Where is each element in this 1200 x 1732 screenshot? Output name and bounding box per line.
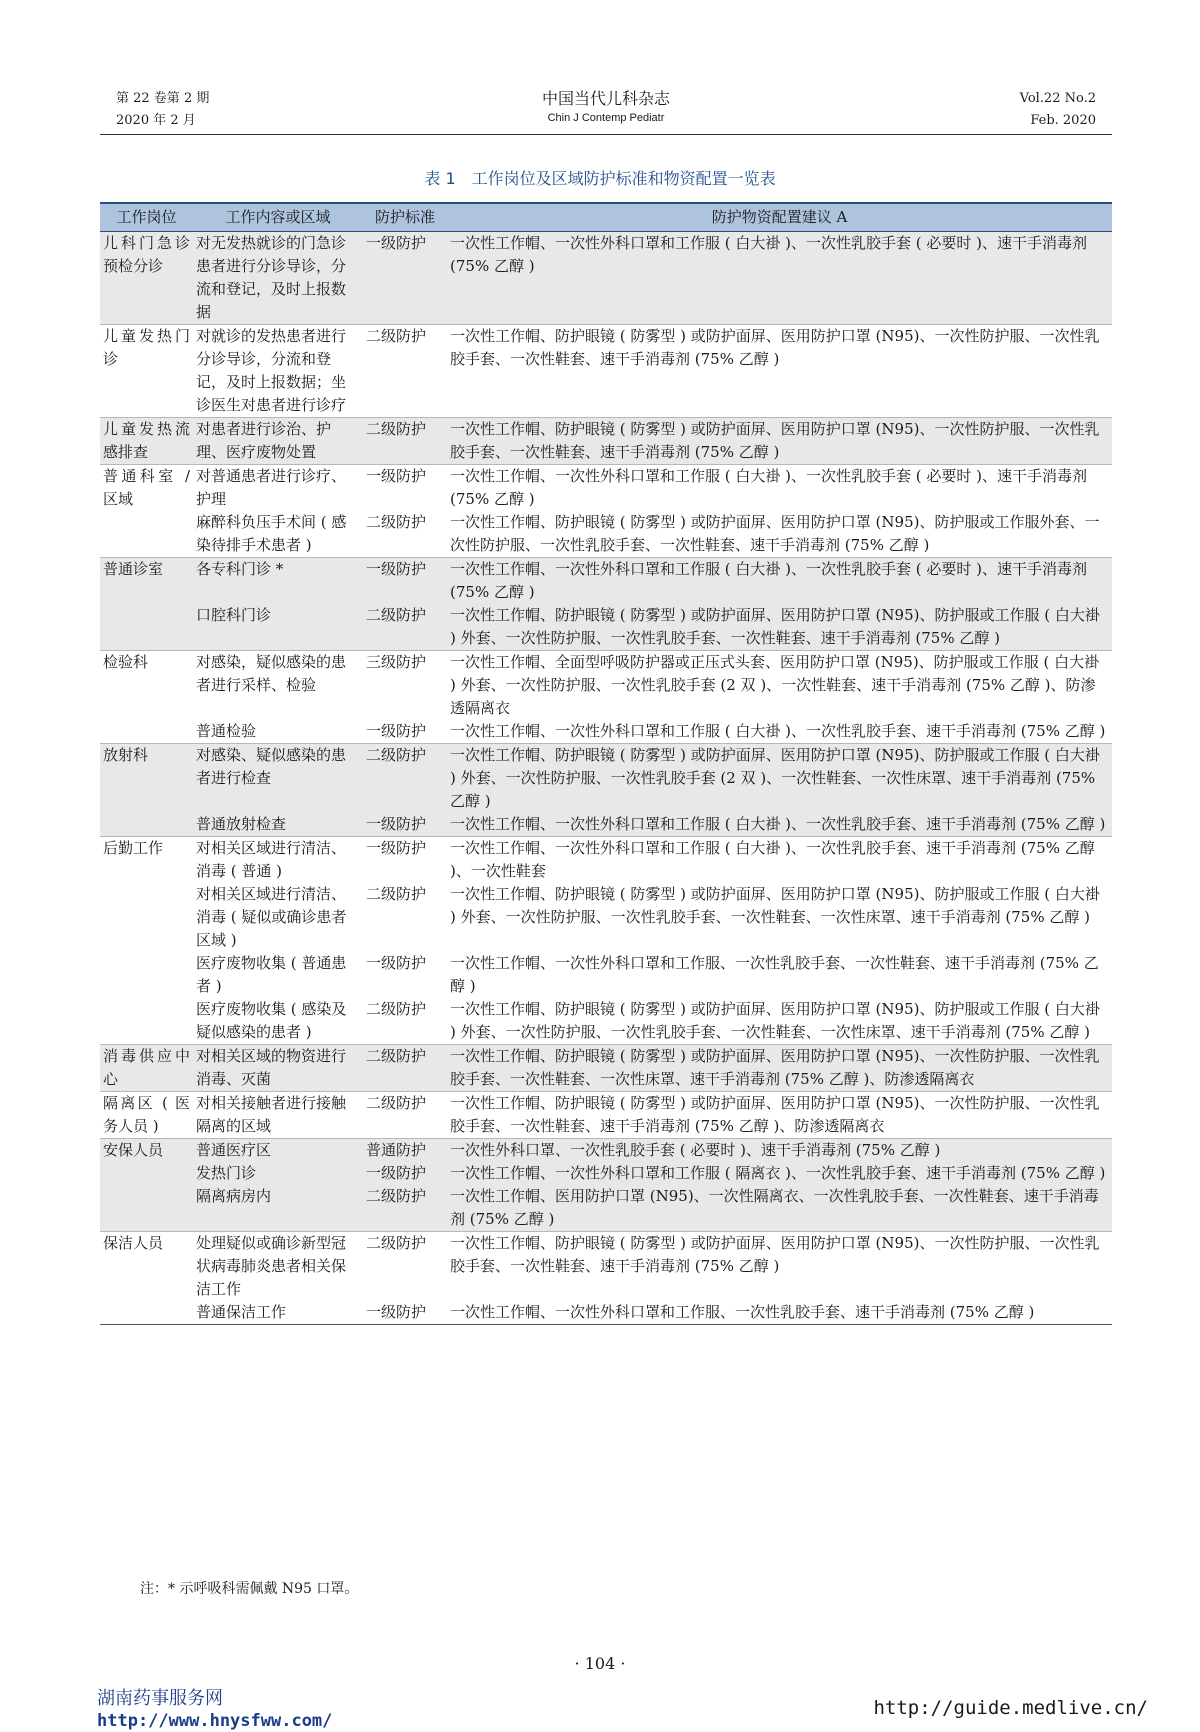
cell-level: 一级防护 [363,720,447,744]
cell-content: 隔离病房内 [193,1185,363,1232]
cell-supplies: 一次性工作帽、医用防护口罩 (N95)、一次性隔离衣、一次性乳胶手套、一次性鞋套、速干手消毒剂 (75% 乙醇 ) [447,1185,1112,1232]
header-level: 防护标准 [363,203,447,232]
cell-level: 二级防护 [363,418,447,465]
table-row [100,1301,1112,1325]
table-row [100,1092,1112,1139]
table-row [100,1139,1112,1163]
cell-level: 一级防护 [363,558,447,605]
cell-content: 发热门诊 [193,1162,363,1185]
header-content: 工作内容或区域 [193,203,363,232]
cell-content: 对感染，疑似感染的患者进行采样、检验 [193,651,363,721]
footer-right-link[interactable]: http://guide.medlive.cn/ [873,1697,1148,1719]
table-row [100,1185,1112,1232]
cell-supplies: 一次性工作帽、防护眼镜 ( 防雾型 ) 或防护面屏、医用防护口罩 (N95)、防护服或工作服 ( 白大褂 ) 外套、一次性防护服、一次性乳胶手套 (2 双 )、一次性鞋套、一次性床罩、速干手消毒剂 (75% 乙醇 ) [447,744,1112,814]
cell-supplies: 一次性工作帽、一次性外科口罩和工作服 ( 白大褂 )、一次性乳胶手套 ( 必要时 )、速干手消毒剂 (75% 乙醇 ) [447,558,1112,605]
table-note: 注：* 示呼吸科需佩戴 N95 口罩。 [140,1581,359,1597]
cell-supplies: 一次性工作帽、一次性外科口罩和工作服 ( 白大褂 )、一次性乳胶手套、速干手消毒剂 (75% 乙醇 ) [447,720,1112,744]
table-row [100,952,1112,998]
table-row [100,720,1112,744]
cell-content: 医疗废物收集 ( 感染及疑似感染的患者 ) [193,998,363,1045]
cell-level: 二级防护 [363,1185,447,1232]
table-row [100,883,1112,952]
table-row [100,1162,1112,1185]
cell-post: 消毒供应中心 [100,1045,193,1092]
table-row [100,651,1112,721]
cell-post: 儿童发热门诊 [100,325,193,418]
header-right [1020,88,1096,132]
cell-supplies: 一次性工作帽、一次性外科口罩和工作服 ( 隔离衣 )、一次性乳胶手套、速干手消毒剂 (75% 乙醇 ) [447,1162,1112,1185]
cell-level: 二级防护 [363,604,447,651]
cell-level: 二级防护 [363,744,447,814]
cell-content: 口腔科门诊 [193,604,363,651]
table-row [100,837,1112,884]
cell-level: 二级防护 [363,1092,447,1139]
header-supplies: 防护物资配置建议 A [447,203,1112,232]
cell-content: 普通检验 [193,720,363,744]
running-header [100,84,1112,135]
table-row [100,465,1112,512]
table-row [100,1232,1112,1302]
cell-level: 一级防护 [363,1301,447,1325]
issue-date: 2020 年 2 月 [116,113,196,128]
cell-supplies: 一次性工作帽、防护眼镜 ( 防雾型 ) 或防护面屏、医用防护口罩 (N95)、防护服或工作服 ( 白大褂 ) 外套、一次性防护服、一次性乳胶手套、一次性鞋套、一次性床罩、速干手消毒剂 (75% 乙醇 ) [447,883,1112,952]
cell-content: 对无发热就诊的门急诊患者进行分诊导诊，分流和登记，及时上报数据 [193,232,363,325]
cell-supplies: 一次性工作帽、防护眼镜 ( 防雾型 ) 或防护面屏、医用防护口罩 (N95)、一次性防护服、一次性乳胶手套、一次性鞋套、速干手消毒剂 (75% 乙醇 ) [447,1232,1112,1302]
cell-content: 普通保洁工作 [193,1301,363,1325]
table-row [100,325,1112,418]
cell-level: 一级防护 [363,1162,447,1185]
cell-supplies: 一次性工作帽、一次性外科口罩和工作服、一次性乳胶手套、速干手消毒剂 (75% 乙醇 ) [447,1301,1112,1325]
cell-level: 二级防护 [363,1045,447,1092]
cell-supplies: 一次性工作帽、防护眼镜 ( 防雾型 ) 或防护面屏、医用防护口罩 (N95)、一次性防护服、一次性乳胶手套、一次性鞋套、速干手消毒剂 (75% 乙醇 )、防渗透隔离衣 [447,1092,1112,1139]
issue-date-en: Feb. 2020 [1030,113,1096,128]
cell-post: 后勤工作 [100,837,193,884]
cell-post [100,813,193,837]
cell-content: 对相关接触者进行接触隔离的区域 [193,1092,363,1139]
volume-issue: 第 22 卷第 2 期 [116,91,210,106]
page-number: · 104 · [574,1654,626,1673]
footer-left-link[interactable]: http://www.hnysfww.com/ [97,1711,333,1731]
table-caption: 表 1 工作岗位及区域防护标准和物资配置一览表 [424,169,776,188]
cell-level: 一级防护 [363,952,447,998]
table-row [100,744,1112,814]
cell-supplies: 一次性工作帽、一次性外科口罩和工作服 ( 白大褂 )、一次性乳胶手套、速干手消毒剂 (75% 乙醇 ) [447,813,1112,837]
cell-supplies: 一次性外科口罩、一次性乳胶手套 ( 必要时 )、速干手消毒剂 (75% 乙醇 ) [447,1139,1112,1163]
cell-post: 儿童发热流感排查 [100,418,193,465]
cell-content: 普通医疗区 [193,1139,363,1163]
cell-supplies: 一次性工作帽、防护眼镜 ( 防雾型 ) 或防护面屏、医用防护口罩 (N95)、防护服或工作服外套、一次性防护服、一次性乳胶手套、一次性鞋套、速干手消毒剂 (75% 乙醇 ) [447,511,1112,558]
cell-content: 对感染、疑似感染的患者进行检查 [193,744,363,814]
cell-level: 一级防护 [363,837,447,884]
cell-supplies: 一次性工作帽、一次性外科口罩和工作服 ( 白大褂 )、一次性乳胶手套、速干手消毒剂 (75% 乙醇 )、一次性鞋套 [447,837,1112,884]
cell-post: 保洁人员 [100,1232,193,1302]
header-center [100,88,1112,126]
cell-level: 二级防护 [363,511,447,558]
cell-content: 对相关区域的物资进行消毒、灭菌 [193,1045,363,1092]
cell-content: 对患者进行诊治、护理、医疗废物处置 [193,418,363,465]
cell-content: 对普通患者进行诊疗、护理 [193,465,363,512]
cell-post [100,1162,193,1185]
header-post: 工作岗位 [100,203,193,232]
cell-post [100,604,193,651]
table-row [100,1045,1112,1092]
table-row [100,558,1112,605]
cell-post [100,1185,193,1232]
cell-content: 对就诊的发热患者进行分诊导诊，分流和登记，及时上报数据；坐诊医生对患者进行诊疗 [193,325,363,418]
table-row [100,998,1112,1045]
cell-level: 三级防护 [363,651,447,721]
cell-content: 医疗废物收集 ( 普通患者 ) [193,952,363,998]
cell-post: 普通科室 / 区域 [100,465,193,512]
cell-level: 二级防护 [363,998,447,1045]
cell-level: 普通防护 [363,1139,447,1163]
cell-content: 处理疑似或确诊新型冠状病毒肺炎患者相关保洁工作 [193,1232,363,1302]
cell-supplies: 一次性工作帽、一次性外科口罩和工作服 ( 白大褂 )、一次性乳胶手套 ( 必要时 )、速干手消毒剂 (75% 乙醇 ) [447,465,1112,512]
cell-supplies: 一次性工作帽、防护眼镜 ( 防雾型 ) 或防护面屏、医用防护口罩 (N95)、防护服或工作服 ( 白大褂 ) 外套、一次性防护服、一次性乳胶手套、一次性鞋套、速干手消毒剂 (75% 乙醇 ) [447,604,1112,651]
cell-post [100,511,193,558]
cell-supplies: 一次性工作帽、防护眼镜 ( 防雾型 ) 或防护面屏、医用防护口罩 (N95)、防护服或工作服 ( 白大褂 ) 外套、一次性防护服、一次性乳胶手套、一次性鞋套、一次性床罩、速干手消毒剂 (75% 乙醇 ) [447,998,1112,1045]
cell-supplies: 一次性工作帽、防护眼镜 ( 防雾型 ) 或防护面屏、医用防护口罩 (N95)、一次性防护服、一次性乳胶手套、一次性鞋套、一次性床罩、速干手消毒剂 (75% 乙醇 )、防渗透隔离衣 [447,1045,1112,1092]
cell-content: 麻醉科负压手术间 ( 感染待排手术患者 ) [193,511,363,558]
table-body [100,232,1112,1325]
cell-post: 检验科 [100,651,193,721]
cell-post [100,720,193,744]
cell-supplies: 一次性工作帽、一次性外科口罩和工作服 ( 白大褂 )、一次性乳胶手套 ( 必要时 )、速干手消毒剂 (75% 乙醇 ) [447,232,1112,325]
cell-post: 隔离区 ( 医务人员 ) [100,1092,193,1139]
table-row [100,511,1112,558]
cell-level: 一级防护 [363,465,447,512]
cell-post: 放射科 [100,744,193,814]
footer-site-name: 湖南药事服务网 [97,1688,223,1709]
journal-name-en: Chin J Contemp Pediatr [547,112,665,124]
cell-level: 二级防护 [363,883,447,952]
cell-level: 二级防护 [363,325,447,418]
footer-left [97,1688,332,1732]
cell-post [100,1301,193,1325]
cell-post: 儿科门急诊预检分诊 [100,232,193,325]
volume-issue-en: Vol.22 No.2 [1019,91,1096,106]
cell-supplies: 一次性工作帽、防护眼镜 ( 防雾型 ) 或防护面屏、医用防护口罩 (N95)、一次性防护服、一次性乳胶手套、一次性鞋套、速干手消毒剂 (75% 乙醇 ) [447,418,1112,465]
cell-supplies: 一次性工作帽、防护眼镜 ( 防雾型 ) 或防护面屏、医用防护口罩 (N95)、一次性防护服、一次性乳胶手套、一次性鞋套、速干手消毒剂 (75% 乙醇 ) [447,325,1112,418]
cell-content: 普通放射检查 [193,813,363,837]
cell-post [100,883,193,952]
cell-post: 安保人员 [100,1139,193,1163]
cell-level: 一级防护 [363,813,447,837]
journal-name-cn: 中国当代儿科杂志 [541,89,670,108]
table-row [100,604,1112,651]
cell-post [100,998,193,1045]
table-row [100,418,1112,465]
cell-supplies: 一次性工作帽、一次性外科口罩和工作服、一次性乳胶手套、一次性鞋套、速干手消毒剂 (75% 乙醇 ) [447,952,1112,998]
cell-post: 普通诊室 [100,558,193,605]
cell-content: 各专科门诊 * [193,558,363,605]
cell-level: 一级防护 [363,232,447,325]
table-row [100,813,1112,837]
cell-content: 对相关区域进行清洁、消毒 ( 疑似或确诊患者区域 ) [193,883,363,952]
cell-content: 对相关区域进行清洁、消毒 ( 普通 ) [193,837,363,884]
cell-supplies: 一次性工作帽、全面型呼吸防护器或正压式头套、医用防护口罩 (N95)、防护服或工作服 ( 白大褂 ) 外套、一次性防护服、一次性乳胶手套 (2 双 )、一次性鞋套、速干手消毒剂 (75% 乙醇 )、防渗透隔离衣 [447,651,1112,721]
table-row [100,232,1112,325]
cell-post [100,952,193,998]
table-header-row [100,203,1112,232]
protection-table [100,202,1112,1325]
cell-level: 二级防护 [363,1232,447,1302]
